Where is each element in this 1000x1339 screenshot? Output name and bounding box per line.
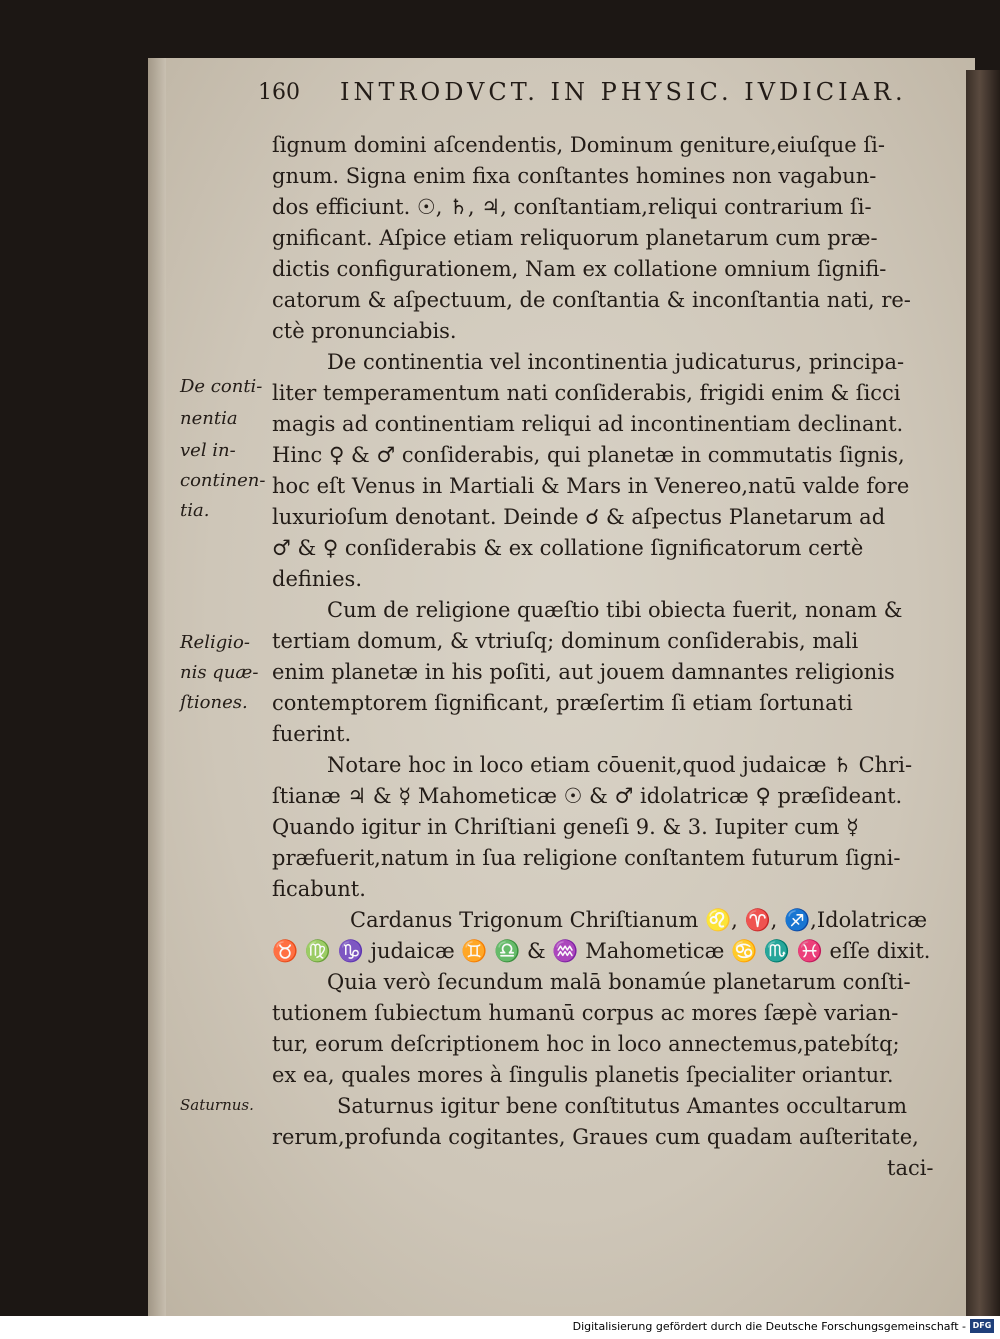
funding-notice: Digitalisierung gefördert durch die Deutsche Forschungsgemeinschaft - xyxy=(572,1320,966,1333)
page-gutter-shadow xyxy=(148,58,166,1316)
page-number: 160 xyxy=(258,80,300,105)
margin-note-line: De conti- xyxy=(180,376,263,397)
text-line: gnificant. Aſpice etiam reliquorum planetarum cum præ- xyxy=(272,226,878,250)
text-line: Notare hoc in loco etiam cōuenit,quod judaicæ ♄ Chri- xyxy=(327,753,913,777)
margin-note-line: continen- xyxy=(180,470,266,491)
dfg-logo: DFG xyxy=(970,1319,994,1333)
running-header: INTRODVCT. IN PHYSIC. IVDICIAR. xyxy=(340,78,907,106)
body-text xyxy=(272,130,942,1184)
margin-note-line: vel in- xyxy=(180,440,236,461)
text-line: rerum,profunda cogitantes, Graues cum quadam auſteritate, xyxy=(272,1125,919,1149)
text-line: hoc eſt Venus in Martiali & Mars in Venereo,natū valde fore xyxy=(272,474,910,498)
text-line: ♉ ♍ ♑ judaicæ ♊ ♎ & ♒ Mahometicæ ♋ ♏ ♓ eſſe dixit. xyxy=(272,939,931,963)
text-line: dos efficiunt. ☉, ♄, ♃, conſtantiam,reliqui contrarium ſi- xyxy=(272,195,872,219)
text-line: De continentia vel incontinentia judicaturus, principa- xyxy=(327,350,905,374)
text-line: contemptorem ſignificant, præſertim ſi etiam ſortunati xyxy=(272,691,853,715)
catchword: taci- xyxy=(887,1156,934,1180)
text-line: tertiam domum, & vtriuſq; dominum conſiderabis, mali xyxy=(272,629,859,653)
text-line: tutionem ſubiectum humanū corpus ac mores ſæpè varian- xyxy=(272,1001,899,1025)
text-line: definies. xyxy=(272,567,362,591)
text-line: ſtianæ ♃ & ☿ Mahometicæ ☉ & ♂ idolatricæ ♀ præſideant. xyxy=(272,784,903,808)
footer-bar xyxy=(0,1316,1000,1339)
text-line: ctè pronunciabis. xyxy=(272,319,457,343)
text-line: ficabunt. xyxy=(272,877,366,901)
text-line: Saturnus igitur bene conſtitutus Amantes occultarum xyxy=(337,1094,907,1118)
text-line: ex ea, quales mores à ſingulis planetis ſpecialiter oriantur. xyxy=(272,1063,894,1087)
text-line: Cardanus Trigonum Chriſtianum ♌, ♈, ♐,Idolatricæ xyxy=(350,908,928,932)
text-line: gnum. Signa enim fixa conſtantes homines non vagabun- xyxy=(272,164,877,188)
text-line: Quando igitur in Chriſtiani geneſi 9. & 3. Iupiter cum ☿ xyxy=(272,815,859,839)
text-line: Quia verò ſecundum malā bonamúe planetarum conſti- xyxy=(327,970,911,994)
margin-note-line: tia. xyxy=(180,500,210,521)
text-line: ♂ & ♀ conſiderabis & ex collatione ſignificatorum certè xyxy=(272,536,864,560)
text-line: Cum de religione quæſtio tibi obiecta fuerit, nonam & xyxy=(327,598,903,622)
text-line: catorum & aſpectuum, de conſtantia & inconſtantia nati, re- xyxy=(272,288,911,312)
text-line: dictis configurationem, Nam ex collatione omnium ſignifi- xyxy=(272,257,887,281)
margin-note-line: nis quæ- xyxy=(180,662,259,683)
margin-note-line: nentia xyxy=(180,408,238,429)
text-line: magis ad continentiam reliqui ad incontinentiam declinant. xyxy=(272,412,904,436)
text-line: ſignum domini aſcendentis, Dominum geniture,eiuſque ſi- xyxy=(272,133,885,157)
margin-note-line: Religio- xyxy=(180,632,250,653)
text-line: liter temperamentum nati conſiderabis, frigidi enim & ſicci xyxy=(272,381,901,405)
text-line: luxurioſum denotant. Deinde ☌ & aſpectus Planetarum ad xyxy=(272,505,886,529)
text-line: præfuerit,natum in ſua religione conſtantem futurum ſigni- xyxy=(272,846,901,870)
margin-note-line: ſtiones. xyxy=(180,692,248,713)
text-line: tur, eorum deſcriptionem hoc in loco annectemus,patebítq; xyxy=(272,1032,900,1056)
text-line: Hinc ♀ & ♂ conſiderabis, qui planetæ in commutatis ſignis, xyxy=(272,443,905,467)
margin-note-line: Saturnus. xyxy=(180,1096,254,1114)
text-line: fuerint. xyxy=(272,722,352,746)
book-fore-edge xyxy=(966,70,1000,1316)
text-line: enim planetæ in his poſiti, aut jouem damnantes religionis xyxy=(272,660,895,684)
